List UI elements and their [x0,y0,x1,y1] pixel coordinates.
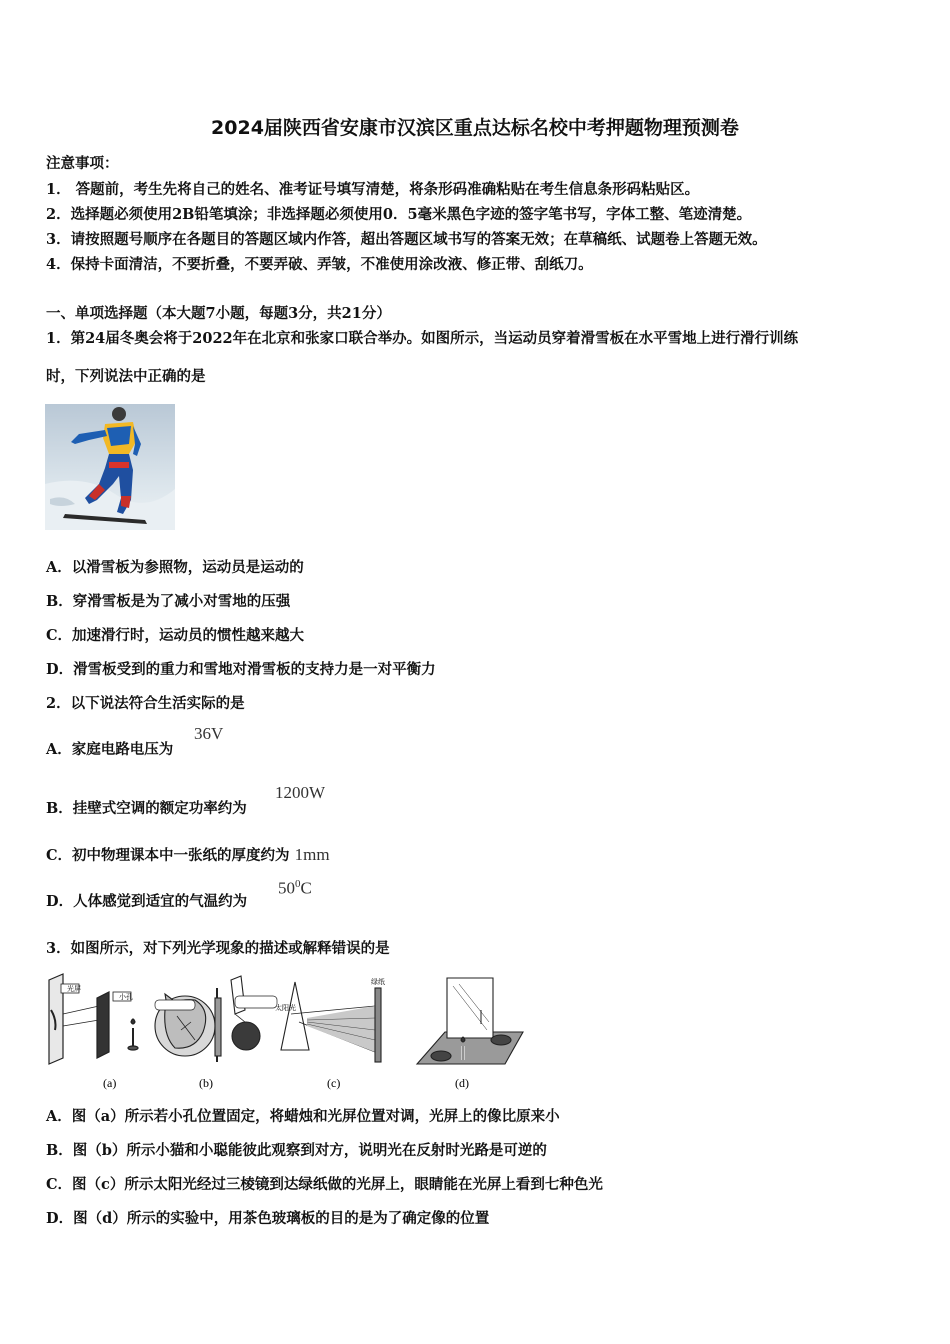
notice-item: 1． 答题前，考生先将自己的姓名、准考证号填写清楚，将条形码准确粘贴在考生信息条形码粘贴区。 [46,181,700,198]
figure-b [155,976,277,1062]
q2-option-d [46,890,247,911]
q1-stem-line2: 时，下列说法中正确的是 [46,368,206,385]
q2-option-d-value [278,878,312,899]
q1-option-c: C．加速滑行时，运动员的惯性越来越大 [46,627,305,644]
figure-d [417,978,523,1064]
q3-option-d: D．图（d）所示的实验中，用茶色玻璃板的目的是为了确定像的位置 [46,1210,490,1227]
notice-item: 3．请按照题号顺序在各题目的答题区域内作答，超出答题区域书写的答案无效；在草稿纸、试题卷上答题无效。 [46,231,767,248]
figure-label-c: (c) [327,1076,341,1090]
figure-a [49,974,138,1064]
figure-label-a: (a) [103,1076,117,1090]
q3-option-c: C．图（c）所示太阳光经过三棱镜到达绿纸做的光屏上，眼睛能在光屏上看到七种色光 [46,1176,603,1193]
q2-option-c [46,844,330,865]
figure-c-sunlight-label: 太阳光 [275,1004,296,1012]
notice-item: 4．保持卡面清洁，不要折叠，不要弄破、弄皱，不准使用涂改液、修正带、刮纸刀。 [46,256,593,273]
figure-a-screen-label: 光屏 [67,985,81,993]
notice-item: 2．选择题必须使用2B铅笔填涂；非选择题必须使用0．5毫米黑色字迹的签字笔书写，字体工整、笔迹清楚。 [46,206,752,223]
q2-option-b-text: B．挂壁式空调的额定功率约为 [46,800,247,817]
q2-stem: 2．以下说法符合生活实际的是 [46,695,245,712]
q2-option-d-unit: C [300,878,312,898]
q3-option-b: B．图（b）所示小猫和小聪能彼此观察到对方，说明光在反射时光路是可逆的 [46,1142,547,1159]
figure-c-paper-label: 绿纸 [371,978,385,986]
snowboarder-photo [45,404,175,530]
notice-heading: 注意事项： [46,155,119,172]
section-heading: 一、单项选择题（本大题7小题，每题3分，共21分） [46,305,391,322]
q2-option-d-number: 50 [278,878,295,898]
q2-option-d-text: D．人体感觉到适宜的气温约为 [46,893,248,910]
figure-c [281,982,381,1062]
q2-option-c-value: 1mm [294,845,330,864]
q1-option-a: A．以滑雪板为参照物，运动员是运动的 [46,559,304,576]
q2-option-d-superscript: 0 [295,878,301,890]
q3-option-a: A．图（a）所示若小孔位置固定，将蜡烛和光屏位置对调，光屏上的像比原来小 [46,1108,560,1125]
q2-option-c-text: C．初中物理课本中一张纸的厚度约为 [46,847,290,864]
q1-stem-line1: 1．第24届冬奥会将于2022年在北京和张家口联合举办。如图所示，当运动员穿着滑雪板在水平雪地上进行滑行训练 [46,330,799,347]
q2-option-a-text: A．家庭电路电压为 [46,741,174,758]
figure-label-b: (b) [199,1076,213,1090]
figure-label-d: (d) [455,1076,469,1090]
page-title: 2024届陕西省安康市汉滨区重点达标名校中考押题物理预测卷 [211,117,739,139]
q2-option-a-value: 36V [194,724,224,743]
figure-a-hole-label: 小孔 [119,993,133,1001]
q3-stem: 3．如图所示，对下列光学现象的描述或解释错误的是 [46,940,390,957]
q2-option-b-value: 1200W [275,783,326,802]
q2-option-a [46,738,173,759]
q3-figure [45,970,525,1095]
q1-option-d: D．滑雪板受到的重力和雪地对滑雪板的支持力是一对平衡力 [46,661,436,678]
q2-option-b [46,797,247,818]
q1-option-b: B．穿滑雪板是为了减小对雪地的压强 [46,593,291,610]
